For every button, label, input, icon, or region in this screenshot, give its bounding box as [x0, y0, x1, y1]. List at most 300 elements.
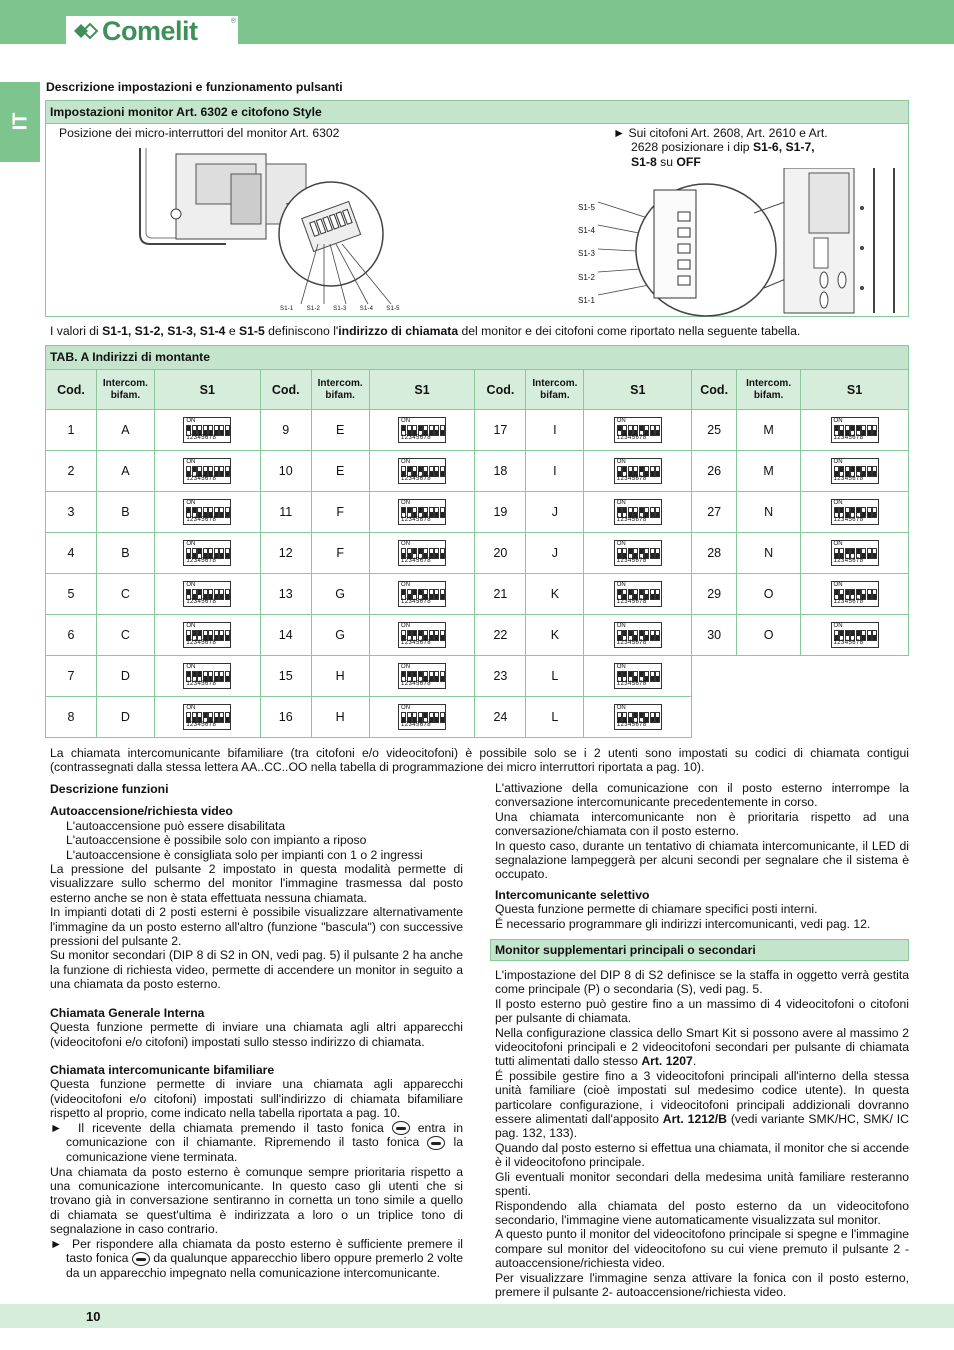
monitor-para-text: (vedi variante SMK/HC, SMK/ IC pag. 132, 133).	[495, 1112, 909, 1141]
dip-lever-knob	[435, 717, 438, 722]
dip-lever-knob	[435, 676, 438, 681]
dip-lever-knob	[413, 631, 416, 636]
dip-lever-knob	[656, 717, 659, 722]
intercom-cell: E	[311, 410, 369, 451]
address-table	[45, 369, 909, 738]
dip-switch-icon	[831, 622, 879, 648]
intercom-cell: G	[311, 615, 369, 656]
monitor-box-header: Impostazioni monitor Art. 6302 e citofono Style	[45, 100, 909, 124]
dip-switch-icon	[183, 458, 231, 484]
dip-lever-knob	[220, 594, 223, 599]
intercom-cell: C	[96, 574, 154, 615]
right-dip-labels	[578, 196, 595, 312]
dip-numbers: 12345678	[186, 558, 217, 564]
header-intercom-l2: bifam.	[753, 389, 784, 401]
dip-switch-icon	[398, 622, 446, 648]
dip-lever-knob	[868, 512, 871, 517]
dip-lever-knob	[640, 508, 643, 513]
autoacc-para: In impianti dotati di 2 posti esterni è possibile visualizzare alternativamente l'immagine da un posto esterno all'altro (funzione "bascula") con successive pressioni del pulsante 2.	[50, 905, 463, 949]
dip-lever-knob	[441, 594, 444, 599]
dip-numbers: 12345678	[186, 681, 217, 687]
values-text-bold: indirizzo di chiamata	[338, 324, 459, 338]
right-caption-dips: S1-6, S1-7,	[752, 140, 815, 155]
table-header-row	[46, 370, 909, 410]
bifam-bullet-text: Il ricevente della chiamata premendo il tasto fonica	[78, 1120, 384, 1135]
dip-lever-knob	[226, 635, 229, 640]
intercom-cell: N	[737, 533, 801, 574]
s1-cell	[801, 615, 909, 656]
s1-cell	[584, 656, 692, 697]
dip-numbers: 12345678	[186, 599, 217, 605]
cod-cell: 26	[692, 451, 737, 492]
dip-numbers: 12345678	[401, 722, 431, 728]
dip-on-label: ON	[186, 459, 196, 465]
dip-lever-knob	[226, 512, 229, 517]
dip-lever-knob	[651, 676, 654, 681]
dip-lever-knob	[640, 549, 643, 554]
dip-lever	[650, 671, 655, 682]
cod-cell: 8	[46, 697, 97, 738]
dip-lever-knob	[873, 430, 876, 435]
dip-lever	[872, 507, 877, 518]
left-dip-label: S1-1	[280, 306, 294, 312]
dip-on-label: ON	[401, 623, 411, 629]
left-dip-label: S1-3	[333, 306, 347, 312]
autoacc-line: L'autoaccensione può essere disabilitata	[66, 818, 286, 833]
generale-para: Questa funzione permette di inviare una chiamata agli altri apparecchi (videocitofoni e/o citofoni) impostati sullo stesso indirizzo di chiamata.	[50, 1020, 463, 1049]
dip-switch-icon	[614, 458, 662, 484]
s1-cell	[369, 697, 475, 738]
cod-cell: 30	[692, 615, 737, 656]
header-intercom-l2: bifam.	[540, 389, 570, 401]
dip-lever-knob	[413, 672, 416, 677]
dip-switch-icon	[614, 540, 662, 566]
dip-numbers: 12345678	[186, 517, 217, 523]
dip-lever-knob	[640, 590, 643, 595]
autoacc-para: Su monitor secondari (DIP 8 di S2 in ON, vedi pag. 5) il pulsante 2 ha anche la funzione di richiesta video, permette di accendere un monitor in seguito a una chiamata da posto esterno.	[50, 948, 463, 992]
header-intercom-l1: Intercom.	[102, 377, 148, 389]
dip-lever-knob	[618, 508, 621, 513]
dip-lever	[219, 466, 224, 477]
table-row	[46, 656, 909, 697]
table-row	[46, 697, 909, 738]
right-caption-line2	[613, 140, 853, 154]
header-s1: S1	[154, 370, 260, 410]
monitor-para-text: É possibile gestire fino a 3 videocitofoni principali all'interno della stessa unità familiare (cioè impostati sul medesimo codice utente). In questa particolare configurazione, i videocitofoni principali addizionali dovranno essere alimentati dall'apposito	[495, 1068, 909, 1127]
dip-lever-knob	[419, 590, 422, 595]
cod-cell: 19	[475, 492, 526, 533]
dip-lever-knob	[402, 508, 405, 513]
table-row	[46, 410, 909, 451]
dip-lever	[655, 466, 660, 477]
bifam-para: Una chiamata da posto esterno è comunque sempre prioritaria rispetto a una comunicazione intercomunicante. In questo caso gli utenti che si trovano già in conversazione sentiranno in cornetta un tono simile a quello di chiamata se quest'ultima è indirizzata a loro o un triplice tono di segnalazione in caso contrario.	[50, 1164, 463, 1237]
dip-numbers: 12345678	[616, 640, 647, 646]
dip-lever-knob	[441, 553, 444, 558]
dip-lever-knob	[187, 426, 190, 431]
dip-lever-knob	[618, 426, 621, 431]
cod-cell: 16	[260, 697, 311, 738]
dip-switch-icon	[831, 499, 879, 525]
dip-lever	[219, 548, 224, 559]
dip-lever-knob	[851, 631, 854, 636]
dip-lever	[872, 630, 877, 641]
s1-cell	[154, 615, 260, 656]
s1-cell	[801, 451, 909, 492]
monitor-para: Gli eventuali monitor secondari della medesima unità familiare resteranno spenti.	[495, 1169, 909, 1199]
dip-lever-knob	[419, 467, 422, 472]
autoacc-line: L'autoaccensione è consigliata solo per impianti con 1 o 2 ingressi	[66, 847, 423, 862]
dip-lever	[219, 425, 224, 436]
dip-lever-knob	[640, 467, 643, 472]
dip-lever-knob	[623, 467, 626, 472]
dip-lever-knob	[408, 508, 411, 513]
header-intercom	[96, 370, 154, 410]
dip-lever-knob	[656, 471, 659, 476]
right-dip-label: S1-2	[578, 272, 595, 282]
dip-lever	[434, 589, 439, 600]
dip-lever	[650, 507, 655, 518]
dip-lever	[440, 466, 445, 477]
dip-switch-icon	[183, 417, 231, 443]
intro-paragraph: La chiamata intercomunicante bifamiliare (tra citofoni e/o videocitofoni) è possibile solo se i 2 utenti sono impostati su codici di chiamata contigui (contrassegnati dalla stessa lettera AA..CC..OO nella tabella di programmazione dei micro interruttori riportata a pag. 10).	[50, 746, 909, 775]
dip-lever	[434, 630, 439, 641]
dip-on-label: ON	[401, 705, 411, 711]
cod-cell: 15	[260, 656, 311, 697]
s1-cell	[154, 533, 260, 574]
intercom-cell: L	[526, 697, 584, 738]
dip-lever-knob	[840, 508, 843, 513]
dip-lever-knob	[220, 635, 223, 640]
dip-switch-icon	[831, 417, 879, 443]
dip-lever	[655, 589, 660, 600]
dip-lever-knob	[441, 471, 444, 476]
language-tab	[0, 82, 40, 162]
dip-on-label: ON	[186, 541, 196, 547]
dip-switch-icon	[183, 581, 231, 607]
dip-lever-knob	[220, 471, 223, 476]
dip-switch-icon	[614, 622, 662, 648]
intercom-cell: G	[311, 574, 369, 615]
dip-lever-knob	[873, 471, 876, 476]
dip-lever-knob	[226, 594, 229, 599]
cod-cell: 21	[475, 574, 526, 615]
dip-on-label: ON	[186, 705, 196, 711]
left-dip-label: S1-4	[359, 306, 374, 312]
dip-lever-knob	[226, 717, 229, 722]
dip-on-label: ON	[401, 500, 411, 506]
dip-on-label: ON	[186, 623, 196, 629]
dip-lever	[440, 507, 445, 518]
table-row	[46, 451, 909, 492]
monitor-para: Quando dal posto esterno si effettua una chiamata, il monitor che si accende è il videocitofono principale.	[495, 1140, 909, 1170]
section-title: Descrizione impostazioni e funzionamento pulsanti	[46, 80, 343, 94]
dip-lever	[440, 712, 445, 723]
s1-cell	[584, 410, 692, 451]
dip-lever	[434, 466, 439, 477]
cod-cell: 9	[260, 410, 311, 451]
s1-cell	[154, 697, 260, 738]
dip-lever-knob	[441, 430, 444, 435]
intercom-cell: J	[526, 492, 584, 533]
dip-lever-knob	[187, 590, 190, 595]
monitor-para: Il posto esterno può gestire fino a un massimo di 4 videocitofoni o citofoni per pulsante di chiamata.	[495, 996, 909, 1026]
dip-lever	[650, 425, 655, 436]
dip-on-label: ON	[186, 500, 196, 506]
bifam-para: Questa funzione permette di inviare una chiamata agli apparecchi (videocitofoni e/o citofoni) impostati sull'indirizzo di chiamata bifamiliare rispetto al proprio, come indicato nella tabella riportata a pag. 10.	[50, 1077, 463, 1121]
left-dip-labels	[280, 306, 400, 313]
dip-switch-icon	[183, 704, 231, 730]
selettivo-line: Questa funzione permette di chiamare specifici posti interni.	[495, 902, 818, 917]
intercom-cell: O	[737, 615, 801, 656]
monitor-para-text: .	[692, 1054, 697, 1069]
values-text-part: del monitor e dei citofoni come riportato nella seguente tabella.	[458, 324, 801, 338]
dip-lever-knob	[857, 549, 860, 554]
dip-lever-knob	[846, 631, 849, 636]
dip-lever-knob	[857, 467, 860, 472]
dip-lever	[225, 548, 230, 559]
right-caption-off: OFF	[676, 154, 701, 169]
right-caption-text: 2628 posizionare i dip	[631, 140, 750, 155]
fonica-key-icon	[392, 1121, 410, 1135]
dip-lever	[872, 466, 877, 477]
dip-lever	[434, 712, 439, 723]
dip-lever-knob	[840, 467, 843, 472]
dip-switch-icon	[398, 581, 446, 607]
header-s1: S1	[584, 370, 692, 410]
dip-lever-knob	[402, 590, 405, 595]
intercom-cell: B	[96, 492, 154, 533]
dip-on-label: ON	[616, 500, 626, 506]
footer-bar	[0, 1304, 954, 1328]
table-row	[46, 615, 909, 656]
dip-numbers: 12345678	[833, 640, 864, 646]
right-caption-line1: ► Sui citofoni Art. 2608, Art. 2610 e Art.	[613, 126, 828, 140]
dip-lever	[867, 589, 872, 600]
autoacc-line: L'autoaccensione è possibile solo con impianto a riposo	[66, 833, 367, 848]
dip-lever-knob	[419, 549, 422, 554]
heading-selettivo: Intercomunicante selettivo	[495, 887, 650, 902]
dip-lever	[219, 507, 224, 518]
header-intercom	[526, 370, 584, 410]
dip-lever-knob	[640, 426, 643, 431]
dip-switch-icon	[398, 704, 446, 730]
s1-cell	[369, 492, 475, 533]
citofono-style-diagram	[574, 168, 906, 318]
cod-cell: 17	[475, 410, 526, 451]
table-title: TAB. A Indirizzi di montante	[45, 345, 909, 369]
dip-numbers: 12345678	[186, 435, 217, 441]
dip-lever-knob	[441, 635, 444, 640]
dip-on-label: ON	[833, 623, 843, 629]
intercom-cell: F	[311, 492, 369, 533]
bifam-bullet-text: Per rispondere alla chiamata da posto esterno è sufficiente premere il tasto fonica	[66, 1236, 463, 1265]
intercom-cell: A	[96, 410, 154, 451]
empty-cell	[692, 697, 909, 738]
dip-lever-knob	[618, 590, 621, 595]
table-row	[46, 492, 909, 533]
header-s1: S1	[801, 370, 909, 410]
dip-lever-knob	[835, 426, 838, 431]
dip-lever	[655, 630, 660, 641]
empty-cell	[692, 656, 909, 697]
dip-lever-knob	[840, 631, 843, 636]
right-dip-label: S1-4	[578, 226, 595, 236]
values-text	[50, 324, 800, 338]
s1-cell	[154, 410, 260, 451]
dip-lever	[650, 466, 655, 477]
dip-lever	[434, 425, 439, 436]
dip-on-label: ON	[401, 418, 411, 424]
dip-lever-knob	[873, 553, 876, 558]
dip-on-label: ON	[833, 541, 843, 547]
dip-lever	[219, 630, 224, 641]
cod-cell: 1	[46, 410, 97, 451]
selettivo-line: É necessario programmare gli indirizzi intercomunicanti, vedi pag. 12.	[495, 916, 871, 931]
dip-numbers: 12345678	[833, 435, 864, 441]
bifam-bullet: ► Per rispondere alla chiamata da posto esterno è sufficiente premere il tasto fonica da qualunque apparecchio libero oppure premerlo 2 volte da un apparecchio impegnato nella comunicazione intercomunicante.	[50, 1236, 463, 1280]
right-para: In questo caso, durante un tentativo di chiamata intercomunicante, il LED di segnalazione lampeggerà per alcuni secondi per segnalare che il sistema è occupato.	[495, 838, 909, 882]
dip-lever-knob	[656, 676, 659, 681]
dip-lever-knob	[640, 713, 643, 718]
dip-switch-icon	[398, 458, 446, 484]
dip-lever-knob	[435, 430, 438, 435]
right-column	[495, 781, 909, 931]
monitor-right-caption	[613, 126, 853, 169]
values-text-bold: S1-5	[239, 324, 265, 338]
intercom-cell: I	[526, 410, 584, 451]
dip-numbers: 12345678	[616, 435, 647, 441]
intercom-cell: H	[311, 697, 369, 738]
dip-switch-icon	[398, 663, 446, 689]
table-row	[46, 574, 909, 615]
monitor-section-header: Monitor supplementari principali o secondari	[490, 939, 909, 961]
dip-lever-knob	[851, 426, 854, 431]
dip-lever-knob	[220, 676, 223, 681]
dip-switch-icon	[398, 417, 446, 443]
table-row	[46, 533, 909, 574]
monitor-para: L'impostazione del DIP 8 di S2 definisce se la staffa in oggetto verrà gestita come principale (P) o secondaria (S), vedi pag. 5.	[495, 968, 909, 997]
dip-lever	[440, 630, 445, 641]
s1-cell	[584, 533, 692, 574]
dip-lever-knob	[656, 635, 659, 640]
right-dip-label: S1-3	[578, 249, 595, 259]
dip-lever-knob	[424, 713, 427, 718]
dip-lever	[650, 630, 655, 641]
s1-cell	[154, 451, 260, 492]
cod-cell: 23	[475, 656, 526, 697]
dip-lever-knob	[193, 467, 196, 472]
dip-switch-icon	[614, 417, 662, 443]
dip-numbers: 12345678	[616, 558, 647, 564]
dip-lever-knob	[419, 426, 422, 431]
dip-lever-knob	[435, 512, 438, 517]
dip-lever	[655, 548, 660, 559]
dip-lever-knob	[656, 553, 659, 558]
dip-lever-knob	[220, 717, 223, 722]
dip-lever-knob	[623, 508, 626, 513]
s1-cell	[369, 533, 475, 574]
dip-lever-knob	[198, 590, 201, 595]
dip-lever	[440, 548, 445, 559]
intercom-cell: J	[526, 533, 584, 574]
dip-lever-knob	[868, 471, 871, 476]
left-dip-label: S1-2	[306, 306, 321, 312]
dip-lever	[867, 548, 872, 559]
dip-on-label: ON	[401, 582, 411, 588]
dip-switch-icon	[183, 499, 231, 525]
dip-lever-knob	[198, 549, 201, 554]
header-cod: Cod.	[692, 370, 737, 410]
dip-on-label: ON	[186, 582, 196, 588]
dip-lever	[225, 507, 230, 518]
dip-lever-knob	[435, 594, 438, 599]
s1-cell	[801, 492, 909, 533]
dip-lever	[650, 589, 655, 600]
dip-lever-knob	[651, 635, 654, 640]
bifam-bullet-text: da qualunque apparecchio libero oppure premerlo 2 volte da un apparecchio impegnato nella comunicazione intercomunicante.	[66, 1250, 463, 1280]
dip-on-label: ON	[401, 664, 411, 670]
dip-lever	[872, 425, 877, 436]
dip-numbers: 12345678	[616, 476, 647, 482]
dip-lever-knob	[419, 672, 422, 677]
dip-lever-knob	[629, 631, 632, 636]
dip-lever-knob	[187, 508, 190, 513]
intercom-cell: O	[737, 574, 801, 615]
dip-lever	[440, 671, 445, 682]
cod-cell: 13	[260, 574, 311, 615]
dip-lever	[434, 671, 439, 682]
dip-lever	[867, 425, 872, 436]
dip-on-label: ON	[616, 664, 626, 670]
cod-cell: 4	[46, 533, 97, 574]
dip-lever	[225, 630, 230, 641]
dip-on-label: ON	[401, 459, 411, 465]
dip-switch-icon	[831, 540, 879, 566]
dip-numbers: 12345678	[616, 599, 647, 605]
logo-registered: ®	[230, 18, 236, 25]
monitor-para: A questo punto il monitor del videocitofono principale si spegne e l'immagine compare sul monitor del videocitofono su cui viene premuto il pulsante 2 - autoaccensione/richiesta video.	[495, 1227, 909, 1271]
cod-cell: 22	[475, 615, 526, 656]
intercom-cell: E	[311, 451, 369, 492]
dip-numbers: 12345678	[616, 681, 647, 687]
dip-lever-knob	[846, 549, 849, 554]
cod-cell: 12	[260, 533, 311, 574]
s1-cell	[584, 451, 692, 492]
dip-lever-knob	[651, 717, 654, 722]
s1-cell	[154, 574, 260, 615]
cod-cell: 27	[692, 492, 737, 533]
dip-numbers: 12345678	[401, 681, 431, 687]
dip-lever-knob	[651, 553, 654, 558]
dip-lever	[440, 589, 445, 600]
dip-lever	[434, 507, 439, 518]
right-para: Una chiamata intercomunicante non è prioritaria rispetto ad una conversazione/chiamata con il posto esterno.	[495, 809, 909, 839]
intercom-cell: A	[96, 451, 154, 492]
autoacc-para: La pressione del pulsante 2 impostato in questa modalità permette di visualizzare sullo schermo del monitor l'immagine trasmessa dal posto esterno anche se non è stata effettuata nessuna chiamata.	[50, 862, 463, 905]
monitor-left-caption: Posizione dei micro-interruttori del monitor Art. 6302	[59, 126, 340, 140]
dip-switch-icon	[831, 458, 879, 484]
heading-bifamiliare: Chiamata intercomunicante bifamiliare	[50, 1062, 275, 1077]
monitor-para-bold: Art. 1212/B	[662, 1112, 727, 1127]
dip-lever	[655, 507, 660, 518]
cod-cell: 5	[46, 574, 97, 615]
dip-on-label: ON	[616, 418, 626, 424]
dip-lever-knob	[623, 631, 626, 636]
dip-lever	[225, 589, 230, 600]
dip-numbers: 12345678	[833, 476, 864, 482]
s1-cell	[584, 615, 692, 656]
dip-switch-icon	[183, 540, 231, 566]
